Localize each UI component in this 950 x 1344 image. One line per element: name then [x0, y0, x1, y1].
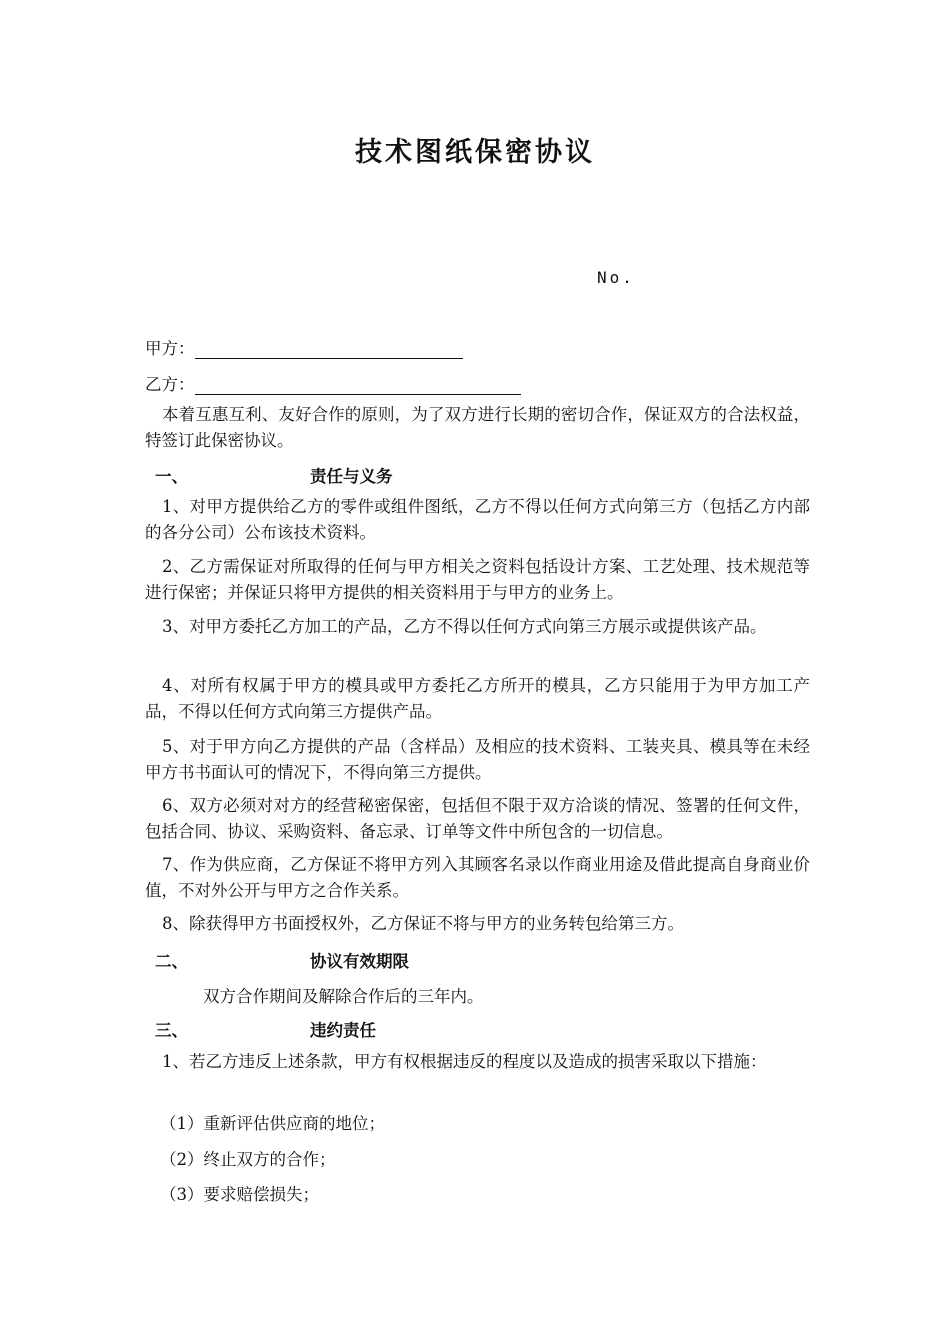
section-title: 协议有效期限 [310, 952, 409, 971]
clause-paragraph: 4、对所有权属于甲方的模具或甲方委托乙方所开的模具，乙方只能用于为甲方加工产品，不得以任何方式向第三方提供产品。 [145, 676, 810, 721]
clause-paragraph: 6、双方必须对对方的经营秘密保密，包括但不限于双方洽谈的情况、签署的任何文件，包括合同、协议、采购资料、备忘录、订单等文件中所包含的一切信息。 [145, 796, 810, 841]
validity-text: 双方合作期间及解除合作后的三年内。 [203, 987, 484, 1006]
party-a-line [145, 335, 463, 359]
document-title: 技术图纸保密协议 [355, 137, 595, 168]
preamble-paragraph: 本着互惠互利、友好合作的原则，为了双方进行长期的密切合作，保证双方的合法权益，特签订此保密协议。 [145, 405, 810, 450]
section-heading-2 [155, 948, 409, 972]
liability-paragraph: 1、若乙方违反上述条款，甲方有权根据违反的程度以及造成的损害采取以下措施： [162, 1052, 767, 1071]
section-heading-1 [155, 463, 393, 487]
clause-paragraph: 5、对于甲方向乙方提供的产品（含样品）及相应的技术资料、工装夹具、模具等在未经甲方书书面认可的情况下，不得向第三方提供。 [145, 737, 810, 782]
section-title: 责任与义务 [310, 467, 393, 486]
party-b-label: 乙方： [145, 375, 195, 394]
clause-paragraph: 8、除获得甲方书面授权外，乙方保证不将与甲方的业务转包给第三方。 [162, 914, 684, 933]
section-number: 二、 [155, 952, 188, 971]
clause-paragraph: 3、对甲方委托乙方加工的产品，乙方不得以任何方式向第三方展示或提供该产品。 [162, 617, 767, 636]
section-number: 三、 [155, 1021, 188, 1040]
clause-paragraph: 1、对甲方提供给乙方的零件或组件图纸，乙方不得以任何方式向第三方（包括乙方内部的各分公司）公布该技术资料。 [145, 497, 810, 542]
section-number: 一、 [155, 467, 188, 486]
party-a-label: 甲方： [145, 339, 195, 358]
party-b-line [145, 371, 521, 395]
clause-paragraph: 7、作为供应商，乙方保证不将甲方列入其顾客名录以作商业用途及借此提高自身商业价值，不对外公开与甲方之合作关系。 [145, 855, 810, 900]
measure-item: （2）终止双方的合作； [160, 1150, 336, 1169]
section-heading-3 [155, 1017, 376, 1041]
clause-paragraph: 2、乙方需保证对所取得的任何与甲方相关之资料包括设计方案、工艺处理、技术规范等进行保密；并保证只将甲方提供的相关资料用于与甲方的业务上。 [145, 557, 810, 602]
document-number-label: No. [597, 268, 635, 287]
measure-item: （3）要求赔偿损失； [160, 1185, 319, 1204]
party-b-blank [195, 376, 521, 395]
section-title: 违约责任 [310, 1021, 376, 1040]
party-a-blank [195, 340, 463, 359]
measure-item: （1）重新评估供应商的地位； [160, 1114, 385, 1133]
